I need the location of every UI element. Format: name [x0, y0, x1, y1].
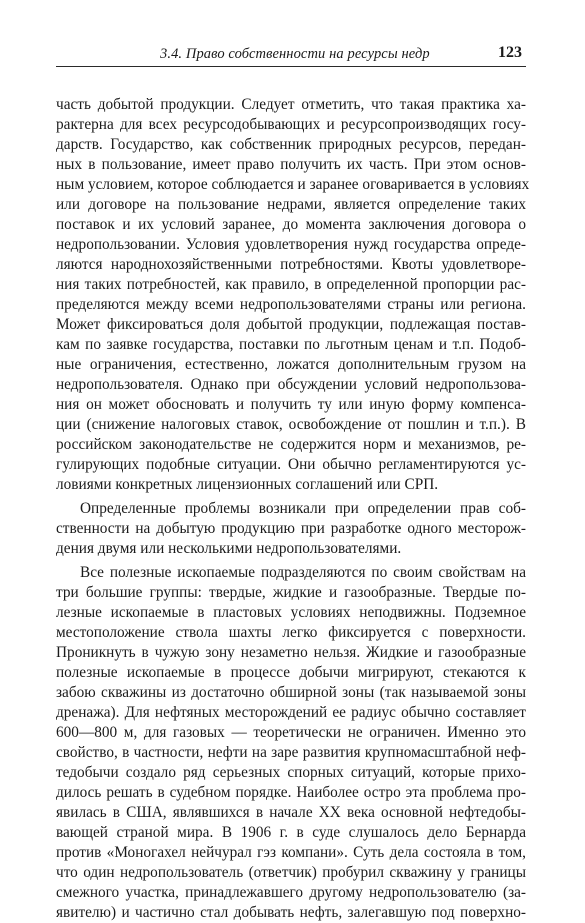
text-line: или договоре на пользование недрами, является определение таких	[56, 196, 526, 213]
paragraph	[56, 563, 526, 923]
text-line: ния он может обосновать и получить ту или иную форму компенса-	[56, 396, 526, 413]
text-line: ным условием, которое соблюдается и заранее оговаривается в условиях	[56, 176, 530, 193]
text-line: 600—800 м, для газовых — теоретически не ограничен. Именно это	[56, 724, 526, 741]
paragraph	[56, 95, 530, 495]
running-title: 3.4. Право собственности на ресурсы недр	[160, 46, 430, 62]
text-line: местоположение ствола шахты легко фиксируется с поверхности.	[56, 624, 526, 641]
text-line: кам по заявке государства, поставки по льготным ценам и т.п. Подоб-	[56, 336, 526, 353]
text-line: ловиями конкретных лицензионных соглашений или СРП.	[56, 476, 439, 493]
text-line: дилось решать в судебном порядке. Наиболее остро эта проблема про-	[56, 784, 526, 801]
text-line: дения двумя или несколькими недропользователями.	[56, 540, 402, 557]
text-line: явилась в США, являвшихся в начале XX века основной нефтедобы-	[56, 804, 526, 821]
page-number: 123	[498, 44, 522, 61]
text-line: ции (снижение налоговых ставок, освобождение от пошлин и т.п.). В	[56, 416, 526, 433]
text-line: Определенные проблемы возникали при определении прав соб-	[80, 500, 526, 517]
text-line: Все полезные ископаемые подразделяются по своим свойствам на	[80, 564, 526, 581]
text-line: забою скважины из достаточно обширной зоны (так называемой зоны	[56, 684, 526, 701]
text-line: свойство, в частности, нефти на заре развития крупномасштабной неф-	[56, 744, 526, 761]
running-header	[56, 44, 526, 67]
text-line: ные ограничения, естественно, ложатся дополнительным грузом на	[56, 356, 526, 373]
text-line: часть добытой продукции. Следует отметить, что такая практика ха-	[56, 96, 526, 113]
text-line: смежного участка, принадлежавшего другому недропользователю (за-	[56, 884, 526, 901]
text-line: поставок и их условий заранее, до момента заключения договора о	[56, 216, 526, 233]
paragraph	[56, 499, 526, 559]
text-line: полезные ископаемые в процессе добычи мигрируют, стекаются к	[56, 664, 526, 681]
text-line: явителю) и частично стал добывать нефть, залегавшую под поверхно-	[56, 904, 526, 921]
text-line: недропользовании. Условия удовлетворения нужд государства опреде-	[56, 236, 526, 253]
text-line: дарств. Государство, как собственник природных ресурсов, передан-	[56, 136, 526, 153]
text-line: Проникнуть в чужую зону незаметно нельзя. Жидкие и газообразные	[56, 644, 526, 661]
text-line: пределяются между всеми недропользователями страны или региона.	[56, 296, 526, 313]
text-line: рактерна для всех ресурсодобывающих и ресурсопроизводящих госу-	[56, 116, 526, 133]
text-line: ственности на добытую продукцию при разработке одного месторож-	[56, 520, 526, 537]
text-line: что один недропользователь (ответчик) пробурил скважину у границы	[56, 864, 526, 881]
text-line: лезные ископаемые в пластовых условиях неподвижны. Подземное	[56, 604, 526, 621]
text-line: ляются народнохозяйственными потребностями. Квоты удовлетворе-	[56, 256, 526, 273]
text-line: вающей страной мира. В 1906 г. в суде слушалось дело Бернарда	[56, 824, 526, 841]
text-line: три большие группы: твердые, жидкие и газообразные. Твердые по-	[56, 584, 526, 601]
body-text	[56, 95, 530, 923]
text-line: ных в пользование, имеет право получить их часть. При этом основ-	[56, 156, 526, 173]
text-line: против «Моногахел нейчурал гэз компани». Суть дела состояла в том,	[56, 844, 526, 861]
text-line: недропользователя. Однако при обсуждении условий недропользова-	[56, 376, 526, 393]
text-line: Может фиксироваться доля добытой продукции, подлежащая постав-	[56, 316, 526, 333]
text-line: тедобычи создало ряд серьезных спорных ситуаций, которые прихо-	[56, 764, 526, 781]
text-line: российском законодательстве не содержится норм и механизмов, ре-	[56, 436, 526, 453]
text-line: гулирующих подобные ситуации. Они обычно регламентируются ус-	[56, 456, 526, 473]
text-line: дренажа). Для нефтяных месторождений ее радиус обычно составляет	[56, 704, 526, 721]
text-line: ния таких потребностей, как правило, в определенной пропорции рас-	[56, 276, 526, 293]
